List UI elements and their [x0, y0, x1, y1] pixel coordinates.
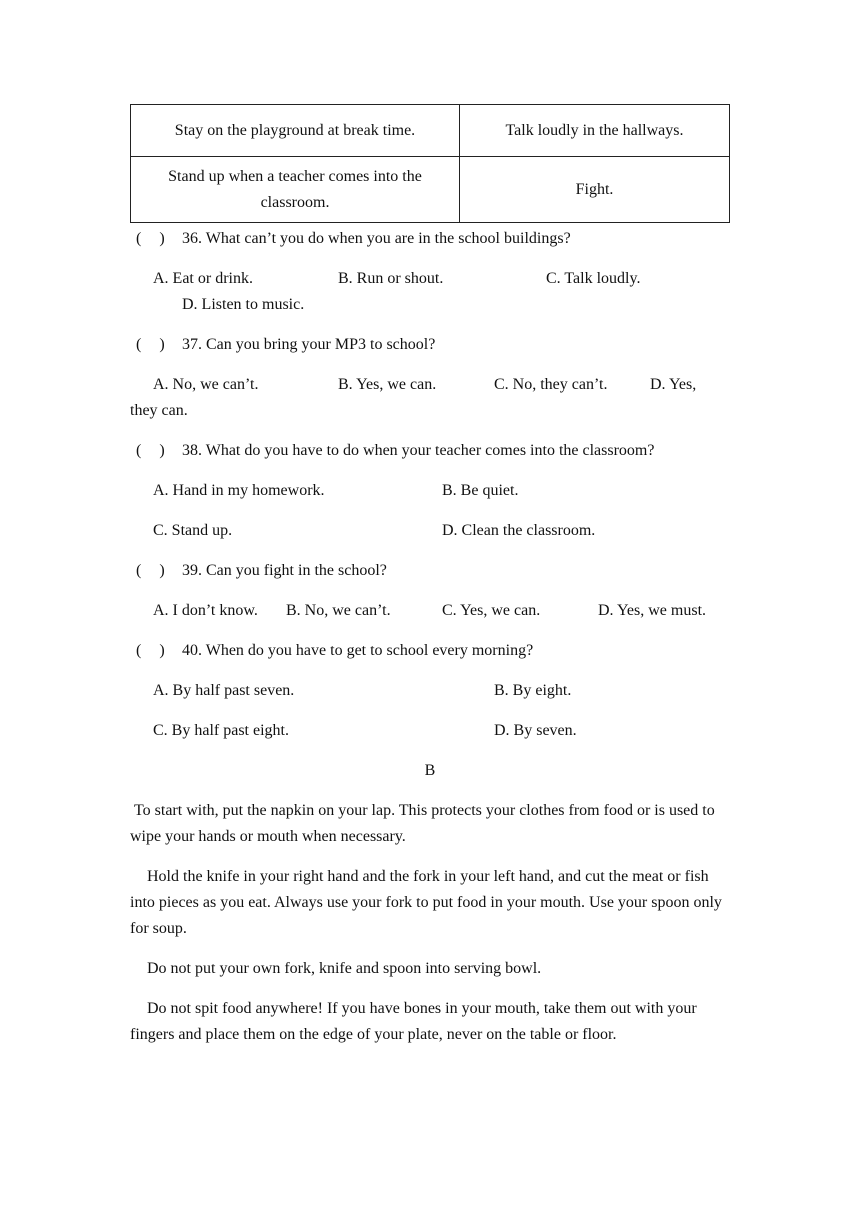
option-b: B. Be quiet.: [442, 482, 519, 499]
question-37-options: [130, 372, 730, 424]
table-cell: Stand up when a teacher comes into the classroom.: [131, 157, 460, 223]
reading-questions: [130, 226, 730, 1062]
question-36: [130, 226, 730, 252]
question-40: [130, 638, 730, 664]
question-stem: 36. What can’t you do when you are in the school buildings?: [182, 230, 571, 247]
question-39-options: [130, 598, 730, 624]
option-c: C. Talk loudly.: [546, 270, 641, 287]
question-38-options-row2: [130, 518, 730, 544]
option-b: B. Run or shout.: [338, 270, 444, 287]
option-d: D. By seven.: [494, 722, 577, 739]
option-d: D. Clean the classroom.: [442, 522, 596, 539]
rules-table: [130, 104, 730, 223]
option-a: A. Hand in my homework.: [153, 482, 325, 499]
option-d: D. Yes, we must.: [598, 602, 707, 619]
question-36-options: [130, 266, 730, 318]
table-row: [131, 105, 730, 157]
option-d-wrap: they can.: [130, 402, 188, 419]
option-a: A. By half past seven.: [153, 682, 295, 699]
question-40-options-row2: [130, 718, 730, 744]
option-b: B. Yes, we can.: [338, 376, 437, 393]
table-cell: Stay on the playground at break time.: [131, 105, 460, 157]
option-b: B. By eight.: [494, 682, 572, 699]
question-stem: 38. What do you have to do when your teacher comes into the classroom?: [182, 442, 655, 459]
option-c: C. Stand up.: [153, 522, 233, 539]
paragraph: Do not spit food anywhere! If you have bones in your mouth, take them out with your fingers and place them on the edge of your plate, never on the table or floor.: [130, 1000, 697, 1043]
option-b: B. No, we can’t.: [286, 602, 391, 619]
question-stem: 40. When do you have to get to school every morning?: [182, 642, 534, 659]
option-d: D. Listen to music.: [182, 296, 305, 313]
question-39: [130, 558, 730, 584]
option-c: C. By half past eight.: [153, 722, 289, 739]
answer-bracket: ( ): [136, 442, 165, 459]
option-a: A. No, we can’t.: [153, 376, 259, 393]
paragraph: Do not put your own fork, knife and spoon into serving bowl.: [147, 960, 542, 977]
paragraph: Hold the knife in your right hand and the fork in your left hand, and cut the meat or fish into pieces as you eat. Always use your fork to put food in your mouth. Use your spoon only for soup.: [130, 868, 722, 937]
answer-bracket: ( ): [136, 562, 165, 579]
question-stem: 37. Can you bring your MP3 to school?: [182, 336, 436, 353]
question-38-options-row1: [130, 478, 730, 504]
answer-bracket: ( ): [136, 642, 165, 659]
option-a: A. Eat or drink.: [153, 270, 253, 287]
table-row: [131, 157, 730, 223]
table-cell: Talk loudly in the hallways.: [460, 105, 730, 157]
question-stem: 39. Can you fight in the school?: [182, 562, 387, 579]
paragraph: To start with, put the napkin on your lap. This protects your clothes from food or is used to wipe your hands or mouth when necessary.: [130, 802, 715, 845]
question-38: [130, 438, 730, 464]
question-40-options-row1: [130, 678, 730, 704]
option-a: A. I don’t know.: [153, 602, 258, 619]
option-c: C. No, they can’t.: [494, 376, 608, 393]
section-heading: B: [424, 762, 436, 779]
answer-bracket: ( ): [136, 230, 165, 247]
answer-bracket: ( ): [136, 336, 165, 353]
table-cell: Fight.: [460, 157, 730, 223]
option-d: D. Yes,: [650, 376, 697, 393]
option-c: C. Yes, we can.: [442, 602, 541, 619]
question-37: [130, 332, 730, 358]
